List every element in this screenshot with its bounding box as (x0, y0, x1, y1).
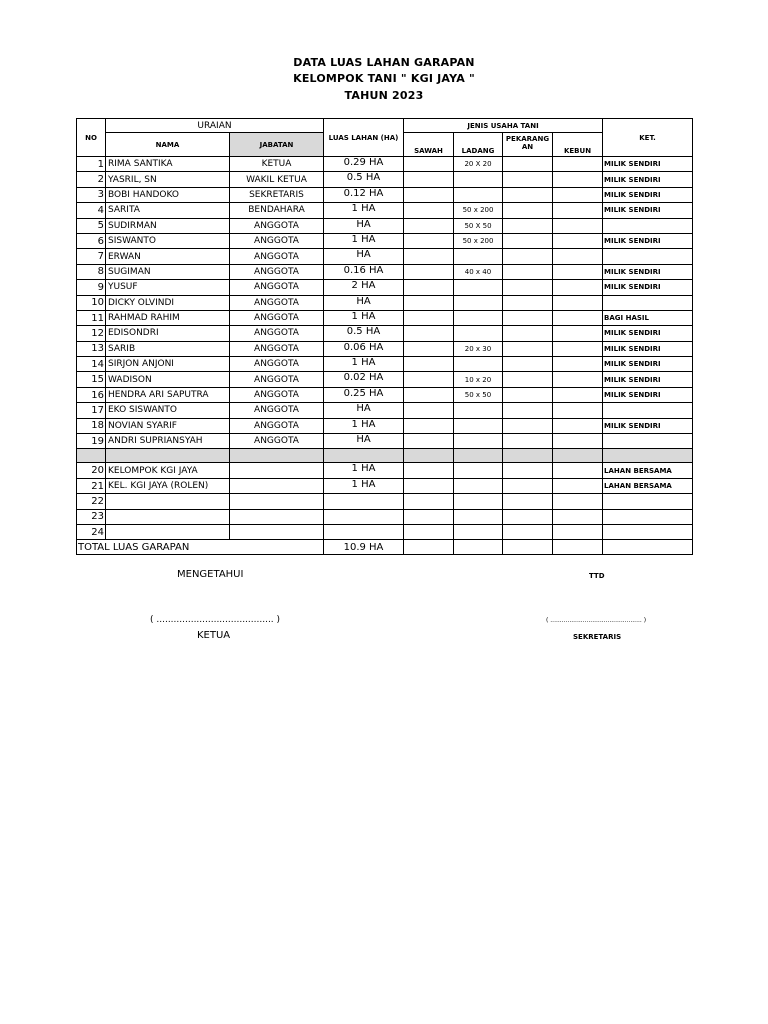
pekarangan-value (503, 233, 553, 248)
pekarangan-value (503, 264, 553, 279)
sawah-value (404, 403, 454, 418)
kebun-value (553, 478, 603, 493)
row-number: 16 (77, 387, 106, 402)
table-row (77, 418, 693, 433)
member-name (106, 524, 230, 539)
pekarangan-value (503, 418, 553, 433)
row-number: 7 (77, 249, 106, 264)
kebun-value (553, 233, 603, 248)
land-area (324, 509, 404, 524)
header-ket: KET. (603, 119, 693, 157)
land-area: 1 HA (324, 418, 404, 433)
table-body (77, 119, 693, 555)
keterangan (603, 524, 693, 539)
row-number: 5 (77, 218, 106, 233)
ketua-signature-line: ( ......................................... ) (150, 615, 281, 625)
ladang-value (454, 403, 503, 418)
keterangan: MILIK SENDIRI (603, 264, 693, 279)
member-position: ANGGOTA (230, 249, 324, 264)
keterangan: LAHAN BERSAMA (603, 463, 693, 478)
keterangan: MILIK SENDIRI (603, 233, 693, 248)
row-number: 3 (77, 187, 106, 202)
keterangan: MILIK SENDIRI (603, 187, 693, 202)
member-name: EDISONDRI (106, 326, 230, 341)
table-row (77, 326, 693, 341)
row-number: 2 (77, 172, 106, 187)
member-name: KEL. KGI JAYA (ROLEN) (106, 478, 230, 493)
row-number: 10 (77, 295, 106, 310)
kebun-value (553, 310, 603, 325)
land-area: 0.16 HA (324, 264, 404, 279)
kebun-value (553, 172, 603, 187)
total-value: 10.9 HA (324, 540, 404, 555)
total-empty-cell (503, 540, 553, 555)
header-jabatan: JABATAN (230, 133, 324, 157)
kebun-value (553, 295, 603, 310)
member-position: ANGGOTA (230, 341, 324, 356)
pekarangan-value (503, 157, 553, 172)
member-name: SIRJON ANJONI (106, 357, 230, 372)
member-name: ERWAN (106, 249, 230, 264)
kebun-value (553, 218, 603, 233)
pekarangan-value (503, 203, 553, 218)
land-area: 1 HA (324, 203, 404, 218)
sawah-value (404, 326, 454, 341)
land-area: 0.12 HA (324, 187, 404, 202)
member-name: RAHMAD RAHIM (106, 310, 230, 325)
ketua-label: KETUA (197, 630, 231, 641)
table-row (77, 172, 693, 187)
sawah-value (404, 494, 454, 509)
kebun-value (553, 203, 603, 218)
table-row (77, 233, 693, 248)
kebun-value (553, 280, 603, 295)
table-row (77, 264, 693, 279)
pekarangan-value (503, 249, 553, 264)
member-name: DICKY OLVINDI (106, 295, 230, 310)
land-area: HA (324, 295, 404, 310)
mengetahui-label: MENGETAHUI (177, 569, 244, 580)
member-name: KELOMPOK KGI JAYA (106, 463, 230, 478)
kebun-value (553, 509, 603, 524)
document-subtitle: KELOMPOK TANI " KGI JAYA " (293, 72, 475, 85)
separator-cell (77, 449, 106, 463)
table-row (77, 357, 693, 372)
ladang-value (454, 326, 503, 341)
member-position (230, 463, 324, 478)
table-row (77, 463, 693, 478)
member-position (230, 524, 324, 539)
land-area: 1 HA (324, 233, 404, 248)
separator-cell (106, 449, 230, 463)
pekarangan-value (503, 524, 553, 539)
pekarangan-value (503, 372, 553, 387)
total-empty-cell (603, 540, 693, 555)
ladang-value: 50 x 200 (454, 203, 503, 218)
table-row (77, 341, 693, 356)
member-position: ANGGOTA (230, 264, 324, 279)
document-title: DATA LUAS LAHAN GARAPAN (293, 56, 475, 69)
ladang-value (454, 172, 503, 187)
separator-cell (324, 449, 404, 463)
sawah-value (404, 434, 454, 449)
row-number: 17 (77, 403, 106, 418)
table-row (77, 203, 693, 218)
member-name: EKO SISWANTO (106, 403, 230, 418)
pekarangan-value (503, 478, 553, 493)
member-name: ANDRI SUPRIANSYAH (106, 434, 230, 449)
ttd-label: TTD (589, 572, 605, 580)
kebun-value (553, 264, 603, 279)
row-number: 12 (77, 326, 106, 341)
member-position: WAKIL KETUA (230, 172, 324, 187)
table-row (77, 218, 693, 233)
member-name: BOBI HANDOKO (106, 187, 230, 202)
ladang-value: 40 x 40 (454, 264, 503, 279)
total-empty-cell (404, 540, 454, 555)
keterangan (603, 218, 693, 233)
sawah-value (404, 172, 454, 187)
member-position (230, 509, 324, 524)
kebun-value (553, 326, 603, 341)
member-position: ANGGOTA (230, 387, 324, 402)
member-position: ANGGOTA (230, 295, 324, 310)
member-position: ANGGOTA (230, 372, 324, 387)
pekarangan-value (503, 387, 553, 402)
sawah-value (404, 357, 454, 372)
keterangan: MILIK SENDIRI (603, 372, 693, 387)
member-position (230, 494, 324, 509)
ladang-value (454, 434, 503, 449)
separator-cell (404, 449, 454, 463)
row-number: 20 (77, 463, 106, 478)
pekarangan-value (503, 463, 553, 478)
separator-row (77, 449, 693, 463)
land-area: 2 HA (324, 280, 404, 295)
row-number: 6 (77, 233, 106, 248)
kebun-value (553, 403, 603, 418)
keterangan: MILIK SENDIRI (603, 172, 693, 187)
row-number: 19 (77, 434, 106, 449)
pekarangan-value (503, 434, 553, 449)
sawah-value (404, 157, 454, 172)
table-row (77, 494, 693, 509)
member-position: SEKRETARIS (230, 187, 324, 202)
table-row (77, 295, 693, 310)
ladang-value: 50 x 200 (454, 233, 503, 248)
keterangan (603, 434, 693, 449)
ladang-value (454, 478, 503, 493)
row-number: 21 (77, 478, 106, 493)
pekarangan-value (503, 310, 553, 325)
land-area-table (76, 118, 693, 555)
member-position: ANGGOTA (230, 310, 324, 325)
sawah-value (404, 203, 454, 218)
keterangan: MILIK SENDIRI (603, 357, 693, 372)
pekarangan-value (503, 494, 553, 509)
row-number: 14 (77, 357, 106, 372)
separator-cell (230, 449, 324, 463)
total-empty-cell (454, 540, 503, 555)
sawah-value (404, 249, 454, 264)
member-name: RIMA SANTIKA (106, 157, 230, 172)
sawah-value (404, 418, 454, 433)
member-name: YUSUF (106, 280, 230, 295)
sekretaris-signature-line: ( ................................................ ) (546, 617, 647, 624)
keterangan (603, 295, 693, 310)
table-row (77, 387, 693, 402)
row-number: 22 (77, 494, 106, 509)
table-row (77, 509, 693, 524)
sawah-value (404, 295, 454, 310)
member-name: WADISON (106, 372, 230, 387)
row-number: 15 (77, 372, 106, 387)
row-number: 23 (77, 509, 106, 524)
table-row (77, 524, 693, 539)
land-area: 1 HA (324, 463, 404, 478)
ladang-value (454, 357, 503, 372)
header-no: NO (77, 119, 106, 157)
row-number: 4 (77, 203, 106, 218)
row-number: 8 (77, 264, 106, 279)
member-name: SUDIRMAN (106, 218, 230, 233)
header-row-1 (77, 119, 693, 133)
member-name: SARITA (106, 203, 230, 218)
table-row (77, 280, 693, 295)
pekarangan-value (503, 357, 553, 372)
keterangan: MILIK SENDIRI (603, 280, 693, 295)
member-position: BENDAHARA (230, 203, 324, 218)
keterangan (603, 403, 693, 418)
keterangan (603, 249, 693, 264)
ladang-value (454, 249, 503, 264)
sawah-value (404, 372, 454, 387)
pekarangan-value (503, 295, 553, 310)
keterangan: MILIK SENDIRI (603, 326, 693, 341)
header-uraian: URAIAN (106, 119, 324, 133)
header-luas-lahan: LUAS LAHAN (HA) (324, 119, 404, 157)
sawah-value (404, 478, 454, 493)
table-row (77, 187, 693, 202)
kebun-value (553, 341, 603, 356)
sawah-value (404, 463, 454, 478)
sawah-value (404, 233, 454, 248)
pekarangan-value (503, 403, 553, 418)
land-area: 1 HA (324, 310, 404, 325)
row-number: 13 (77, 341, 106, 356)
ladang-value (454, 509, 503, 524)
sawah-value (404, 341, 454, 356)
pekarangan-value (503, 172, 553, 187)
keterangan (603, 494, 693, 509)
pekarangan-value (503, 218, 553, 233)
sawah-value (404, 187, 454, 202)
kebun-value (553, 157, 603, 172)
member-position: ANGGOTA (230, 434, 324, 449)
land-area: HA (324, 434, 404, 449)
member-name: SUGIMAN (106, 264, 230, 279)
row-number: 9 (77, 280, 106, 295)
member-position: ANGGOTA (230, 326, 324, 341)
header-jenis-usaha: JENIS USAHA TANI (404, 119, 603, 133)
header-nama: NAMA (106, 133, 230, 157)
land-area: 0.25 HA (324, 387, 404, 402)
header-pekarangan: PEKARANG AN (503, 133, 553, 157)
ladang-value (454, 418, 503, 433)
table-row (77, 310, 693, 325)
land-area: 0.5 HA (324, 326, 404, 341)
document-year: TAHUN 2023 (344, 89, 424, 102)
ladang-value: 50 X 50 (454, 218, 503, 233)
land-area: 0.29 HA (324, 157, 404, 172)
keterangan: MILIK SENDIRI (603, 387, 693, 402)
total-label: TOTAL LUAS GARAPAN (77, 540, 324, 555)
sawah-value (404, 310, 454, 325)
kebun-value (553, 494, 603, 509)
ladang-value (454, 280, 503, 295)
row-number: 11 (77, 310, 106, 325)
member-name (106, 509, 230, 524)
row-number: 1 (77, 157, 106, 172)
member-name: YASRIL, SN (106, 172, 230, 187)
kebun-value (553, 524, 603, 539)
total-row (77, 540, 693, 555)
row-number: 18 (77, 418, 106, 433)
table-row (77, 249, 693, 264)
land-area: 0.02 HA (324, 372, 404, 387)
sawah-value (404, 387, 454, 402)
keterangan: MILIK SENDIRI (603, 341, 693, 356)
sawah-value (404, 264, 454, 279)
separator-cell (454, 449, 503, 463)
sawah-value (404, 509, 454, 524)
keterangan: MILIK SENDIRI (603, 157, 693, 172)
land-area: 0.06 HA (324, 341, 404, 356)
sawah-value (404, 218, 454, 233)
sawah-value (404, 280, 454, 295)
member-name: NOVIAN SYARIF (106, 418, 230, 433)
land-area: 0.5 HA (324, 172, 404, 187)
ladang-value: 10 x 20 (454, 372, 503, 387)
header-kebun: KEBUN (553, 133, 603, 157)
ladang-value (454, 494, 503, 509)
table-row (77, 157, 693, 172)
kebun-value (553, 372, 603, 387)
header-ladang: LADANG (454, 133, 503, 157)
ladang-value (454, 524, 503, 539)
keterangan (603, 509, 693, 524)
land-area (324, 494, 404, 509)
sawah-value (404, 524, 454, 539)
kebun-value (553, 387, 603, 402)
kebun-value (553, 434, 603, 449)
land-area: HA (324, 403, 404, 418)
member-position: ANGGOTA (230, 218, 324, 233)
separator-cell (503, 449, 553, 463)
land-area: 1 HA (324, 478, 404, 493)
member-position (230, 478, 324, 493)
member-position: ANGGOTA (230, 357, 324, 372)
pekarangan-value (503, 326, 553, 341)
member-name: SARIB (106, 341, 230, 356)
kebun-value (553, 463, 603, 478)
member-name: HENDRA ARI SAPUTRA (106, 387, 230, 402)
keterangan: BAGI HASIL (603, 310, 693, 325)
row-number: 24 (77, 524, 106, 539)
ladang-value: 50 x 50 (454, 387, 503, 402)
ladang-value (454, 187, 503, 202)
member-position: ANGGOTA (230, 403, 324, 418)
member-position: ANGGOTA (230, 418, 324, 433)
pekarangan-value (503, 187, 553, 202)
land-area (324, 524, 404, 539)
pekarangan-value (503, 509, 553, 524)
separator-cell (603, 449, 693, 463)
pekarangan-value (503, 280, 553, 295)
land-area: HA (324, 249, 404, 264)
pekarangan-value (503, 341, 553, 356)
sekretaris-label: SEKRETARIS (573, 633, 622, 641)
table-row (77, 434, 693, 449)
ladang-value: 20 X 20 (454, 157, 503, 172)
kebun-value (553, 418, 603, 433)
table-row (77, 372, 693, 387)
keterangan: LAHAN BERSAMA (603, 478, 693, 493)
ladang-value (454, 463, 503, 478)
header-sawah: SAWAH (404, 133, 454, 157)
separator-cell (553, 449, 603, 463)
keterangan: MILIK SENDIRI (603, 418, 693, 433)
land-area: 1 HA (324, 357, 404, 372)
ladang-value: 20 x 30 (454, 341, 503, 356)
member-position: ANGGOTA (230, 280, 324, 295)
ladang-value (454, 310, 503, 325)
member-name: SISWANTO (106, 233, 230, 248)
table-row (77, 403, 693, 418)
ladang-value (454, 295, 503, 310)
member-position: KETUA (230, 157, 324, 172)
kebun-value (553, 187, 603, 202)
table-row (77, 478, 693, 493)
keterangan: MILIK SENDIRI (603, 203, 693, 218)
kebun-value (553, 357, 603, 372)
land-area: HA (324, 218, 404, 233)
kebun-value (553, 249, 603, 264)
total-empty-cell (553, 540, 603, 555)
member-position: ANGGOTA (230, 233, 324, 248)
member-name (106, 494, 230, 509)
